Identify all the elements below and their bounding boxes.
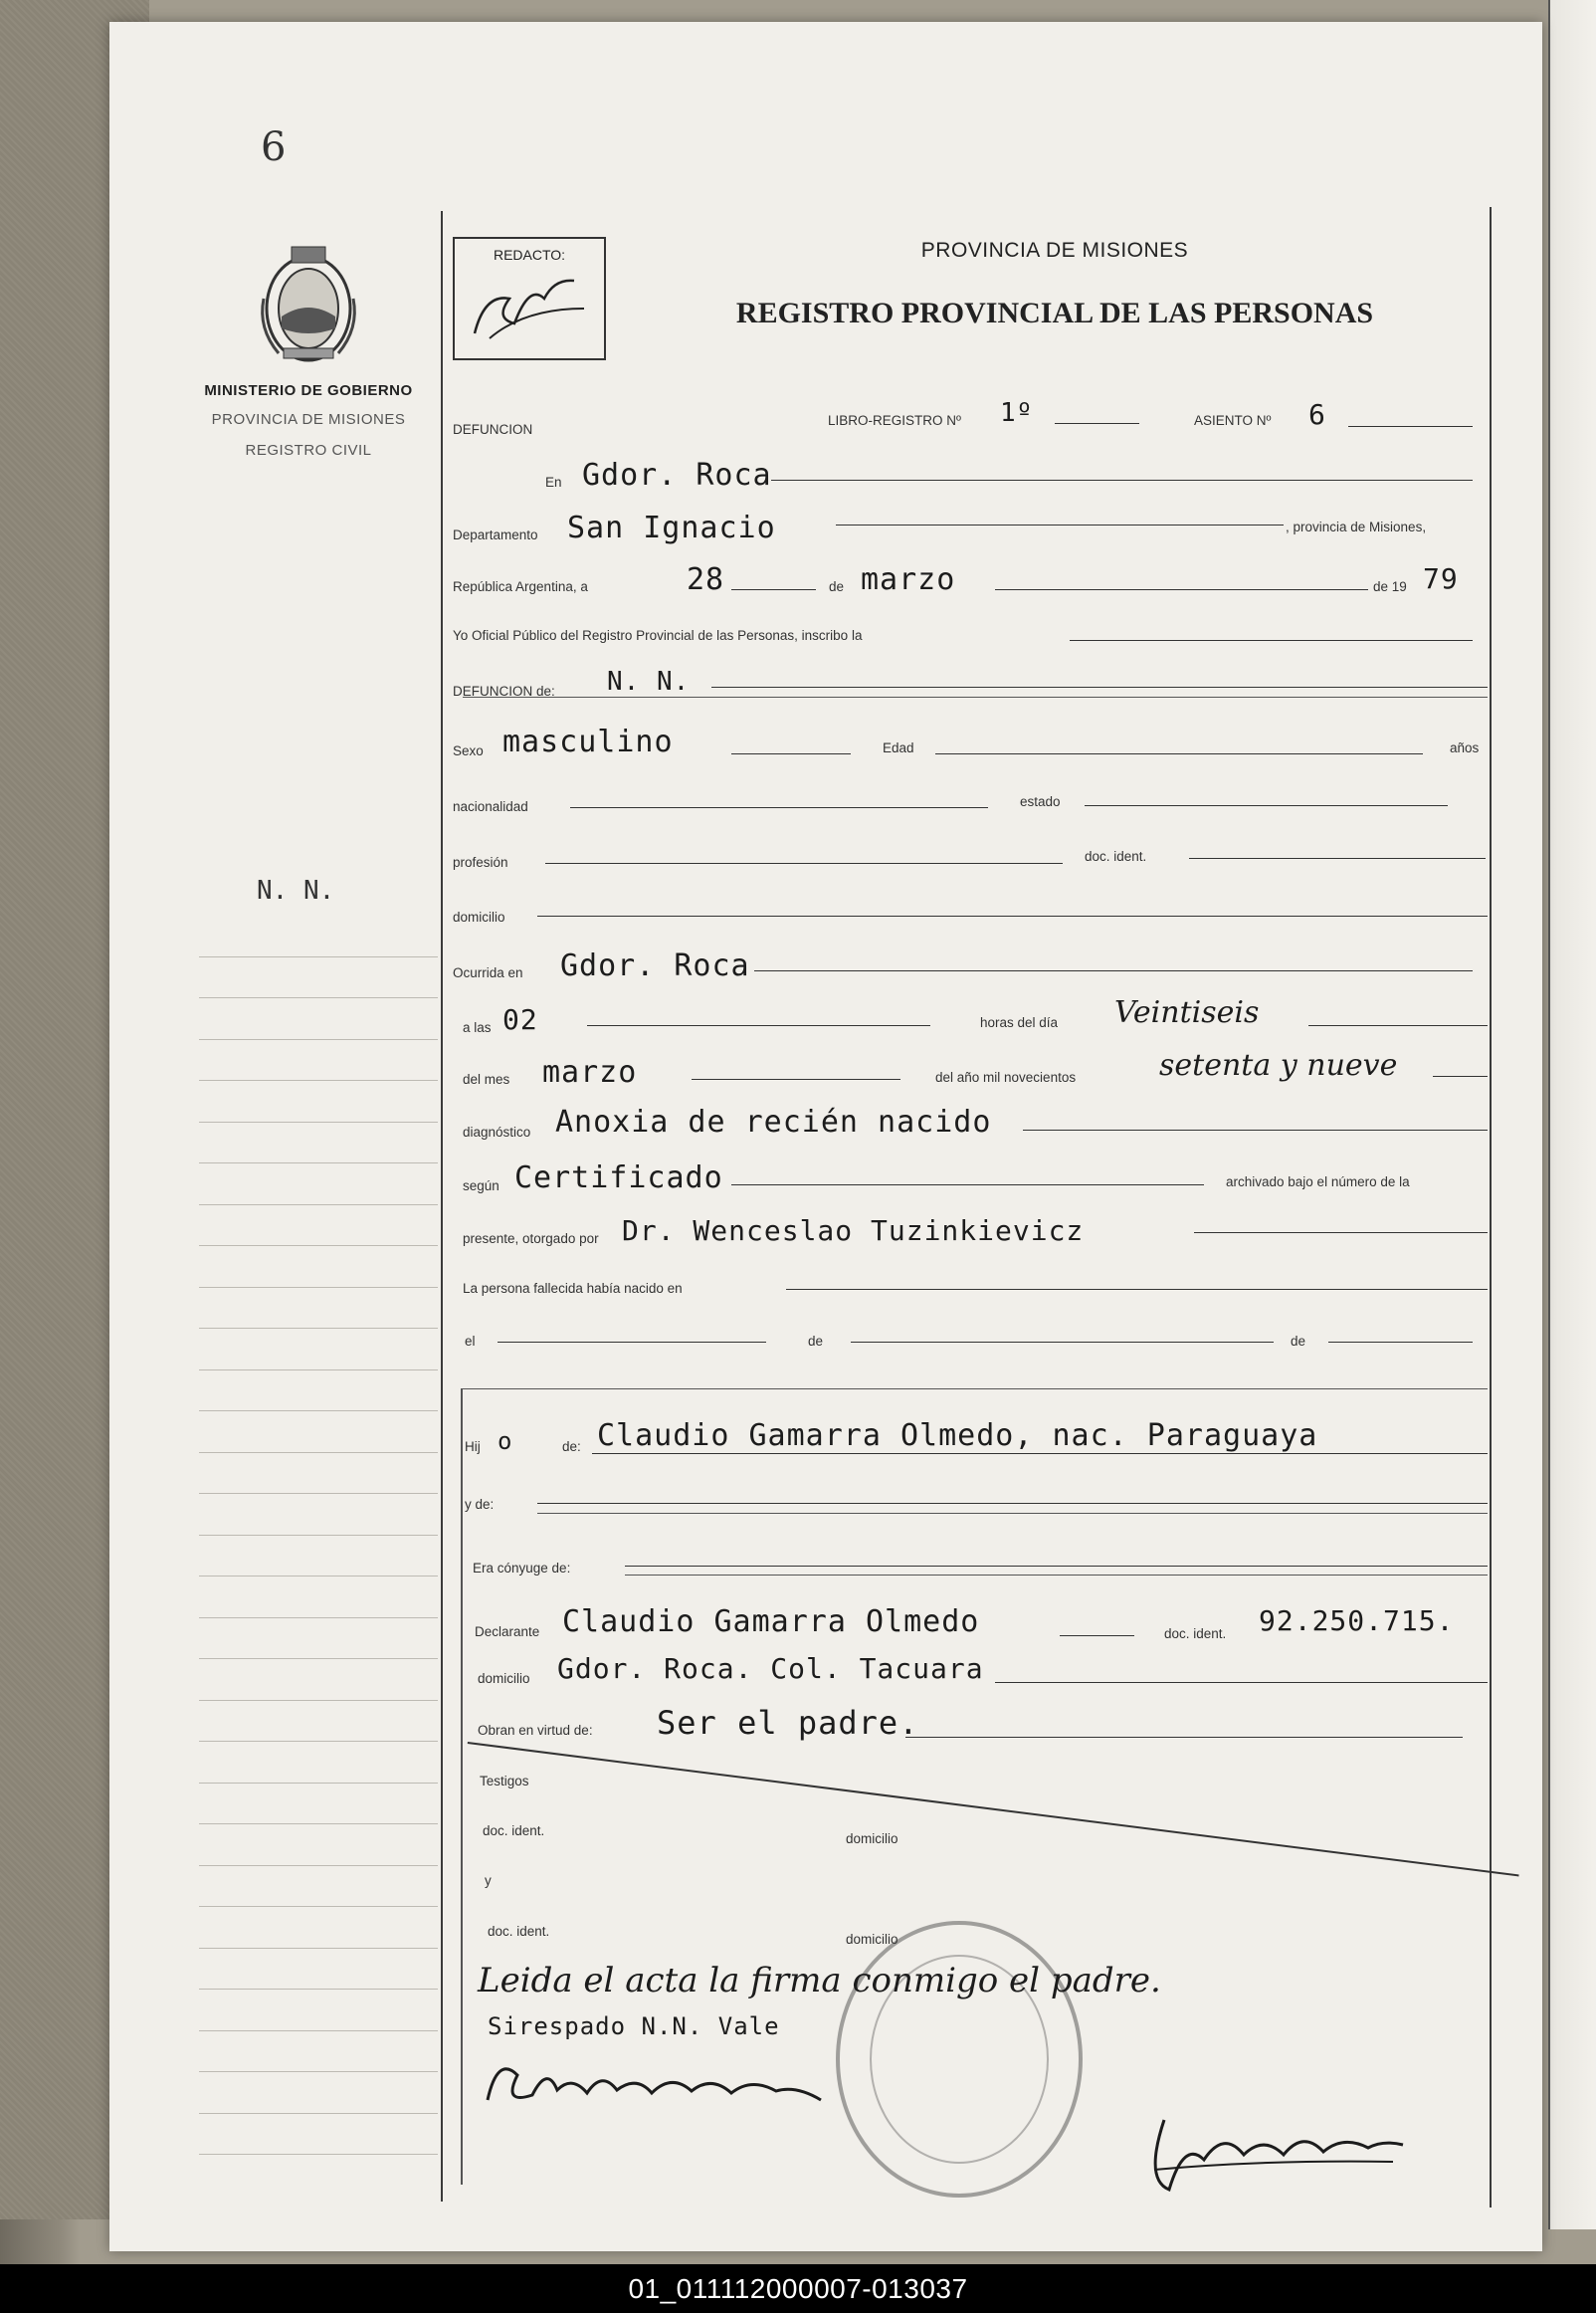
right-border-rule xyxy=(1490,207,1492,2208)
profesion-line xyxy=(545,863,1063,864)
header-province: PROVINCIA DE MISIONES xyxy=(920,239,1189,262)
testigo1-dom-label: domicilio xyxy=(846,1831,898,1846)
yo-oficial-line xyxy=(1070,640,1473,641)
sexo-value: masculino xyxy=(502,725,674,759)
defuncion-de-label: DEFUNCION de: xyxy=(453,684,555,699)
segun-label: según xyxy=(463,1178,499,1193)
el-de-line-b xyxy=(1328,1342,1473,1343)
nacido-line xyxy=(786,1289,1488,1290)
asiento-label: ASIENTO Nº xyxy=(1194,413,1272,428)
conyuge-label: Era cónyuge de: xyxy=(473,1561,571,1576)
del-anio-line xyxy=(1433,1076,1488,1077)
sexo-label: Sexo xyxy=(453,743,484,758)
page-number: 6 xyxy=(261,124,287,170)
a-las-label: a las xyxy=(463,1020,492,1035)
redacto-box xyxy=(453,237,606,360)
mes-value: marzo xyxy=(861,562,956,597)
domicilio-label: domicilio xyxy=(453,910,505,925)
edad-line xyxy=(935,753,1423,754)
departamento-label: Departamento xyxy=(453,527,538,542)
facing-page-edge xyxy=(1548,0,1596,2229)
closing-note-line1: Leida el acta la firma conmigo el padre. xyxy=(478,1961,1161,2000)
conyuge-line xyxy=(625,1566,1488,1567)
defuncion-de-line-2 xyxy=(463,697,1488,698)
conyuge-line-2 xyxy=(625,1575,1488,1576)
anio-value: 79 xyxy=(1423,562,1459,595)
asiento-line xyxy=(1348,426,1473,427)
y-de-line xyxy=(537,1503,1488,1504)
presente-line xyxy=(1194,1232,1488,1233)
republica-label: República Argentina, a xyxy=(453,579,588,594)
yo-oficial-text: Yo Oficial Público del Registro Provincial de las Personas, inscribo la xyxy=(453,628,863,643)
de-label: de xyxy=(829,579,845,594)
el-de-label-b: de xyxy=(1291,1334,1306,1349)
footer-caption: 01_011112000007-013037 xyxy=(628,2273,968,2304)
defuncion-de-line xyxy=(711,687,1488,688)
el-label: el xyxy=(465,1334,476,1349)
ministry-label: MINISTERIO DE GOBIERNO xyxy=(204,382,413,399)
redactor-signature xyxy=(455,239,604,358)
hijo-label: Hij xyxy=(465,1439,481,1454)
declarante-line xyxy=(1060,1635,1134,1636)
defuncion-de-value: N. N. xyxy=(607,667,691,697)
presente-value: Dr. Wenceslao Tuzinkievicz xyxy=(622,1214,1085,1247)
footer-caption-bar xyxy=(0,2264,1596,2313)
provincia-label: , provincia de Misiones, xyxy=(1286,520,1427,534)
de19-label: de 19 xyxy=(1373,579,1407,594)
margin-annotation: N. N. xyxy=(257,876,335,906)
el-de-line-a xyxy=(851,1342,1274,1343)
section-divider-1 xyxy=(463,1388,1488,1389)
libro-line xyxy=(1055,423,1139,424)
declarante-label: Declarante xyxy=(475,1624,540,1639)
hijo-de-label: de: xyxy=(562,1439,581,1454)
diagnostico-value: Anoxia de recién nacido xyxy=(555,1105,992,1140)
obran-value: Ser el padre. xyxy=(657,1704,919,1742)
diagnostico-label: diagnóstico xyxy=(463,1125,531,1140)
a-las-value: 02 xyxy=(502,1003,538,1036)
left-column-rule xyxy=(441,211,443,2202)
declarant-signature xyxy=(478,2045,856,2125)
a-las-line xyxy=(587,1025,930,1026)
del-anio-label: del año mil novecientos xyxy=(935,1070,1077,1085)
horas-line xyxy=(1308,1025,1488,1026)
segun-line xyxy=(731,1184,1204,1185)
libro-label: LIBRO-REGISTRO Nº xyxy=(828,413,961,428)
decl-domicilio-value: Gdor. Roca. Col. Tacuara xyxy=(557,1652,984,1685)
archivado-label: archivado bajo el número de la xyxy=(1226,1174,1410,1189)
departamento-line xyxy=(836,525,1284,526)
horas-label: horas del día xyxy=(980,1015,1059,1030)
y-de-label: y de: xyxy=(465,1497,495,1512)
decl-domicilio-label: domicilio xyxy=(478,1671,530,1686)
inner-rule xyxy=(461,1388,463,2185)
sexo-line xyxy=(731,753,851,754)
estado-line xyxy=(1085,805,1448,806)
en-label: En xyxy=(545,475,562,490)
horas-value: Veintiseis xyxy=(1114,995,1260,1030)
en-line xyxy=(771,480,1473,481)
libro-value: 1º xyxy=(1000,398,1034,428)
doc-ident-label: doc. ident. xyxy=(1085,849,1147,864)
del-mes-line xyxy=(692,1079,900,1080)
hijo-de-value: Claudio Gamarra Olmedo, nac. Paraguaya xyxy=(597,1418,1318,1453)
mes-line xyxy=(995,589,1368,590)
testigo2-doc-label: doc. ident. xyxy=(488,1924,550,1939)
anios-label: años xyxy=(1450,740,1480,755)
declarante-value: Claudio Gamarra Olmedo xyxy=(562,1604,980,1639)
dia-line xyxy=(731,589,816,590)
margin-ruled-lines xyxy=(199,916,438,2155)
coat-of-arms-icon xyxy=(254,239,363,368)
register-title: REGISTRO PROVINCIAL DE LAS PERSONAS xyxy=(735,297,1374,329)
dia-value: 28 xyxy=(687,562,725,597)
edad-label: Edad xyxy=(883,740,914,755)
testigo2-dom-label: domicilio xyxy=(846,1932,898,1947)
testigo1-doc-label: doc. ident. xyxy=(483,1823,545,1838)
asiento-value: 6 xyxy=(1308,398,1326,431)
officer-signature xyxy=(1124,2100,1423,2209)
hijo-de-line xyxy=(592,1453,1488,1454)
declarante-doc-value: 92.250.715. xyxy=(1259,1604,1455,1637)
del-anio-value: setenta y nueve xyxy=(1159,1048,1398,1083)
hijo-suffix: o xyxy=(498,1427,513,1455)
nacionalidad-label: nacionalidad xyxy=(453,799,528,814)
record-type: DEFUNCION xyxy=(453,422,533,437)
en-value: Gdor. Roca xyxy=(582,458,772,493)
del-mes-label: del mes xyxy=(463,1072,510,1087)
profesion-label: profesión xyxy=(453,855,508,870)
el-line xyxy=(498,1342,766,1343)
nacido-label: La persona fallecida había nacido en xyxy=(463,1281,683,1296)
el-de-label-a: de xyxy=(808,1334,824,1349)
testigo-y-label: y xyxy=(485,1873,492,1888)
obran-label: Obran en virtud de: xyxy=(478,1723,593,1738)
estado-label: estado xyxy=(1020,794,1061,809)
presente-label: presente, otorgado por xyxy=(463,1231,599,1246)
registry-label: REGISTRO CIVIL xyxy=(245,442,372,459)
ocurrida-label: Ocurrida en xyxy=(453,965,523,980)
domicilio-line xyxy=(537,916,1488,917)
decl-domicilio-line xyxy=(995,1682,1488,1683)
ocurrida-value: Gdor. Roca xyxy=(560,948,750,983)
closing-note-line2: Sirespado N.N. Vale xyxy=(488,2012,780,2040)
segun-value: Certificado xyxy=(514,1160,723,1195)
doc-ident-line xyxy=(1189,858,1486,859)
del-mes-value: marzo xyxy=(542,1055,638,1090)
redacto-label: REDACTO: xyxy=(493,247,566,263)
left-province-label: PROVINCIA DE MISIONES xyxy=(211,411,406,428)
nacionalidad-line xyxy=(570,807,988,808)
obran-line xyxy=(905,1737,1463,1738)
testigos-label: Testigos xyxy=(480,1774,529,1788)
departamento-value: San Ignacio xyxy=(567,511,776,545)
declarante-doc-label: doc. ident. xyxy=(1164,1626,1227,1641)
ocurrida-line xyxy=(754,970,1473,971)
diagnostico-line xyxy=(1023,1130,1488,1131)
y-de-line-2 xyxy=(537,1513,1488,1514)
